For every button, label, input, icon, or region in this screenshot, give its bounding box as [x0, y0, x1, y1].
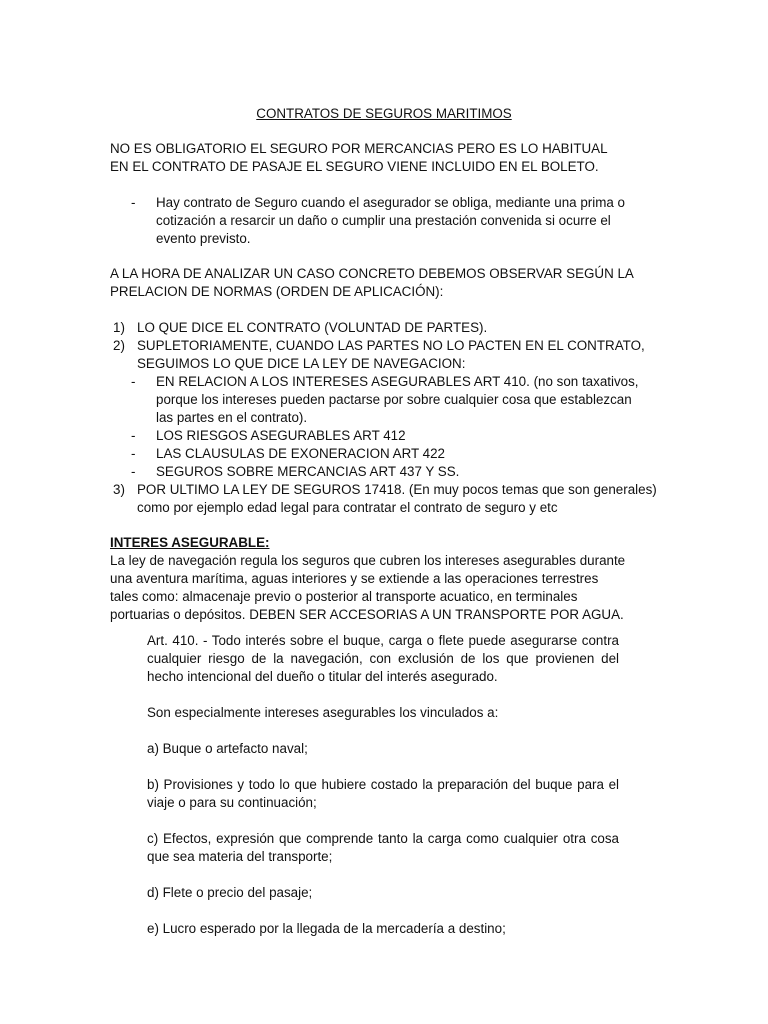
interes-line-3: tales como: almacenaje previo o posterior al transporte acuatico, en terminales — [110, 589, 578, 604]
sub-item-1-line-1: EN RELACION A LOS INTERESES ASEGURABLES ART 410. (no son taxativos, — [156, 374, 639, 389]
definition-line-1: Hay contrato de Seguro cuando el asegurador se obliga, mediante una prima o — [156, 195, 625, 210]
intro-line-2: EN EL CONTRATO DE PASAJE EL SEGURO VIENE INCLUIDO EN EL BOLETO. — [110, 159, 599, 174]
interes-heading: INTERES ASEGURABLE: — [110, 535, 270, 550]
sub-bullet-4: - — [131, 464, 136, 479]
prelacion-line-2: PRELACION DE NORMAS (ORDEN DE APLICACIÓN): — [110, 284, 444, 299]
sub-item-1-line-3: las partes en el contrato). — [156, 410, 308, 425]
order-item-2-number: 2) — [113, 338, 125, 353]
article-item-e: e) Lucro esperado por la llegada de la mercadería a destino; — [147, 921, 506, 936]
prelacion-line-1: A LA HORA DE ANALIZAR UN CASO CONCRETO DEBEMOS OBSERVAR SEGÚN LA — [110, 266, 634, 281]
order-item-2-line-1: SUPLETORIAMENTE, CUANDO LAS PARTES NO LO PACTEN EN EL CONTRATO, — [137, 338, 645, 353]
order-item-3-line-1: POR ULTIMO LA LEY DE SEGUROS 17418. (En muy pocos temas que son generales) — [137, 482, 657, 497]
definition-line-2: cotización a resarcir un daño o cumplir una prestación convenida si ocurre el — [156, 213, 611, 228]
definition-line-3: evento previsto. — [156, 231, 251, 246]
sub-item-4: SEGUROS SOBRE MERCANCIAS ART 437 Y SS. — [156, 464, 460, 479]
order-item-1-number: 1) — [113, 320, 125, 335]
document-title: CONTRATOS DE SEGUROS MARITIMOS — [256, 106, 512, 121]
order-item-3-number: 3) — [113, 482, 125, 497]
article-intro: Son especialmente intereses asegurables los vinculados a: — [147, 705, 499, 720]
article-item-a: a) Buque o artefacto naval; — [147, 741, 308, 756]
definition-bullet: - — [131, 195, 136, 210]
interes-line-1: La ley de navegación regula los seguros que cubren los intereses asegurables durante — [110, 553, 626, 568]
sub-item-3: LAS CLAUSULAS DE EXONERACION ART 422 — [156, 446, 446, 461]
interes-line-2: una aventura marítima, aguas interiores y se extiende a las operaciones terrestres — [110, 571, 599, 586]
sub-item-1-line-2: porque los intereses pueden pactarse por sobre cualquier cosa que establezcan — [156, 392, 632, 407]
sub-bullet-3: - — [131, 446, 136, 461]
order-item-1-text: LO QUE DICE EL CONTRATO (VOLUNTAD DE PARTES). — [137, 320, 488, 335]
order-item-2-line-2: SEGUIMOS LO QUE DICE LA LEY DE NAVEGACION: — [137, 356, 466, 371]
interes-line-4: portuarias o depósitos. DEBEN SER ACCESORIAS A UN TRANSPORTE POR AGUA. — [110, 607, 624, 622]
sub-bullet-2: - — [131, 428, 136, 443]
article-410-text: Art. 410. - Todo interés sobre el buque, carga o flete puede asegurarse contra cualquier riesgo de la navegación, con exclusión de los que provienen del hecho intencional del dueño o titular del interés asegurado. — [147, 633, 619, 684]
article-item-d: d) Flete o precio del pasaje; — [147, 885, 313, 900]
article-item-c: c) Efectos, expresión que comprende tanto la carga como cualquier otra cosa que sea materia del transporte; — [147, 831, 619, 864]
order-item-3-line-2: como por ejemplo edad legal para contratar el contrato de seguro y etc — [137, 500, 558, 515]
article-item-b: b) Provisiones y todo lo que hubiere costado la preparación del buque para el viaje o para su continuación; — [147, 777, 619, 810]
sub-bullet-1: - — [131, 374, 136, 389]
sub-item-2: LOS RIESGOS ASEGURABLES ART 412 — [156, 428, 406, 443]
intro-line-1: NO ES OBLIGATORIO EL SEGURO POR MERCANCIAS PERO ES LO HABITUAL — [110, 141, 608, 156]
